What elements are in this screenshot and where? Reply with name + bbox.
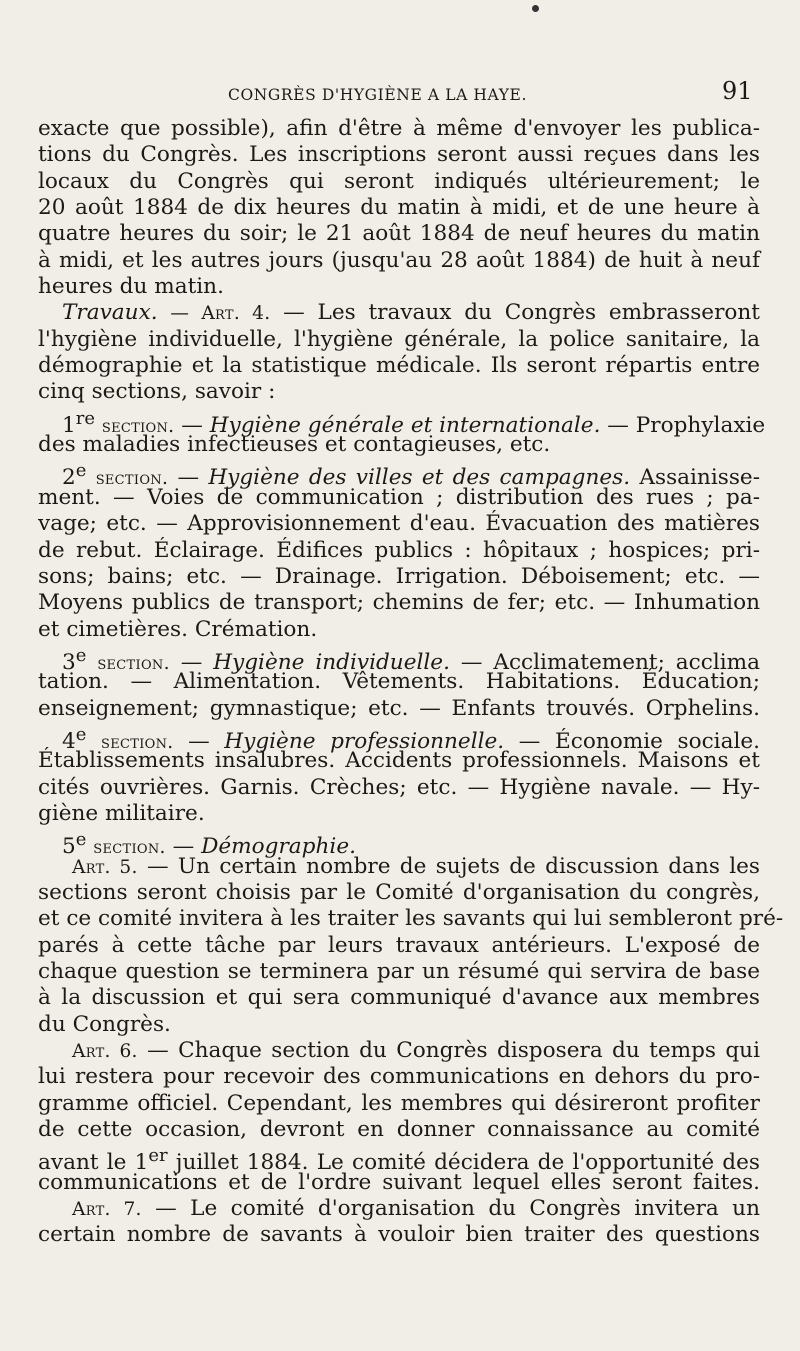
text-line: 20 août 1884 de dix heures du matin à midi, et de une heure à: [38, 195, 760, 221]
section-label: section.: [97, 653, 170, 675]
text-line: ment. — Voies de communication ; distribution des rues ; pa-: [38, 484, 760, 510]
article-4-line: Travaux. — Art. 4. — Les travaux du Congrès embrasseront: [62, 300, 760, 326]
section-label: section.: [95, 468, 169, 490]
side-heading: Travaux.: [62, 300, 158, 326]
text-line: et ce comité invitera à les traiter les savants qui lui sembleront pré-: [38, 906, 784, 932]
section-3-line: 3e section. — Hygiène individuelle. — Acclimatement; acclima: [62, 644, 760, 676]
text-line: exacte que possible), afin d'être à même d'envoyer les publica-: [38, 116, 760, 141]
body-text: [38, 116, 784, 1249]
text-line: à la discussion et qui sera communiqué d'avance aux membres: [38, 985, 760, 1011]
article-label: Art. 5.: [72, 856, 138, 878]
text-line: communications et de l'ordre suivant lequel elles seront faites.: [38, 1169, 760, 1195]
text-line: tation. — Alimentation. Vêtements. Habitations. Éducation;: [38, 669, 760, 695]
article-label: Art. 7.: [72, 1199, 142, 1221]
text-line: Moyens publics de transport; chemins de fer; etc. — Inhumation: [38, 590, 760, 616]
text-line: cités ouvrières. Garnis. Crèches; etc. — Hygiène navale. — Hy-: [38, 774, 760, 800]
text-line: sections seront choisis par le Comité d'organisation du congrès,: [38, 879, 760, 905]
text-line: tions du Congrès. Les inscriptions seront aussi reçues dans les: [38, 142, 760, 168]
text-line: l'hygiène individuelle, l'hygiène générale, la police sanitaire, la: [38, 326, 760, 352]
text-line: heures du matin.: [38, 274, 224, 300]
section-2-line: 2e section. — Hygiène des villes et des campagnes. Assainisse-: [62, 460, 760, 491]
running-header: [0, 72, 800, 112]
text-line: vage; etc. — Approvisionnement d'eau. Évacuation des matières: [38, 511, 760, 537]
article-label: — Art. 4.: [170, 303, 271, 325]
text-line: de rebut. Éclairage. Édifices publics : hôpitaux ; hospices; pri-: [38, 537, 760, 563]
text-line: à midi, et les autres jours (jusqu'au 28 août 1884) de huit à neuf: [38, 247, 760, 273]
text-line: lui restera pour recevoir des communications en dehors du pro-: [38, 1064, 760, 1090]
text-line: chaque question se terminera par un résumé qui servira de base: [38, 959, 760, 984]
section-label: section.: [101, 415, 175, 437]
text-line: démographie et la statistique médicale. Ils seront répartis entre: [38, 353, 760, 379]
text-line: certain nombre de savants à vouloir bien traiter des questions: [38, 1222, 760, 1248]
ink-speck: [532, 5, 539, 12]
article-5-line: Art. 5. — Un certain nombre de sujets de discussion dans les: [72, 853, 760, 879]
text-line: avant le 1er juillet 1884. Le comité décidera de l'opportunité des: [38, 1145, 760, 1176]
section-4-line: 4e section. — Hygiène professionnelle. — Économie sociale.: [62, 723, 760, 755]
section-title: Hygiène individuelle.: [213, 650, 450, 676]
article-label: Art. 6.: [72, 1041, 138, 1063]
text-line: gramme officiel. Cependant, les membres qui désireront profiter: [38, 1090, 760, 1116]
running-title: CONGRÈS D'HYGIÈNE A LA HAYE.: [228, 86, 527, 104]
section-title: Hygiène professionnelle.: [224, 729, 505, 755]
section-title: Hygiène générale et internationale.: [209, 412, 601, 438]
text-line: cinq sections, savoir :: [38, 379, 276, 405]
text-line: Établissements insalubres. Accidents professionnels. Maisons et: [38, 748, 760, 774]
text-line: parés à cette tâche par leurs travaux antérieurs. L'exposé de: [38, 932, 760, 958]
article-7-line: Art. 7. — Le comité d'organisation du Congrès invitera un: [72, 1196, 760, 1222]
text-line: des maladies infectieuses et contagieuses, etc.: [38, 432, 551, 458]
section-label: section.: [101, 732, 174, 754]
section-5-line: 5e section. — Démographie.: [62, 829, 356, 860]
article-6-line: Art. 6. — Chaque section du Congrès disposera du temps qui: [72, 1038, 760, 1064]
text-line: giène militaire.: [38, 800, 205, 826]
section-1-line: 1re section. — Hygiène générale et internationale. — Prophylaxie: [62, 407, 766, 438]
text-line: locaux du Congrès qui seront indiqués ultérieurement; le: [38, 168, 760, 194]
text-line: quatre heures du soir; le 21 août 1884 de neuf heures du matin: [38, 221, 760, 247]
text-line: du Congrès.: [38, 1011, 171, 1037]
text-line: enseignement; gymnastique; etc. — Enfants trouvés. Orphelins.: [38, 695, 760, 721]
text-line: sons; bains; etc. — Drainage. Irrigation. Déboisement; etc. —: [38, 563, 760, 589]
section-label: section.: [93, 837, 166, 859]
section-title: Démographie.: [201, 834, 356, 860]
section-title: Hygiène des villes et des campagnes.: [208, 465, 631, 491]
text-line: de cette occasion, devront en donner connaissance au comité: [38, 1117, 760, 1143]
text-line: et cimetières. Crémation.: [38, 616, 318, 642]
page-number: 91: [722, 77, 753, 105]
